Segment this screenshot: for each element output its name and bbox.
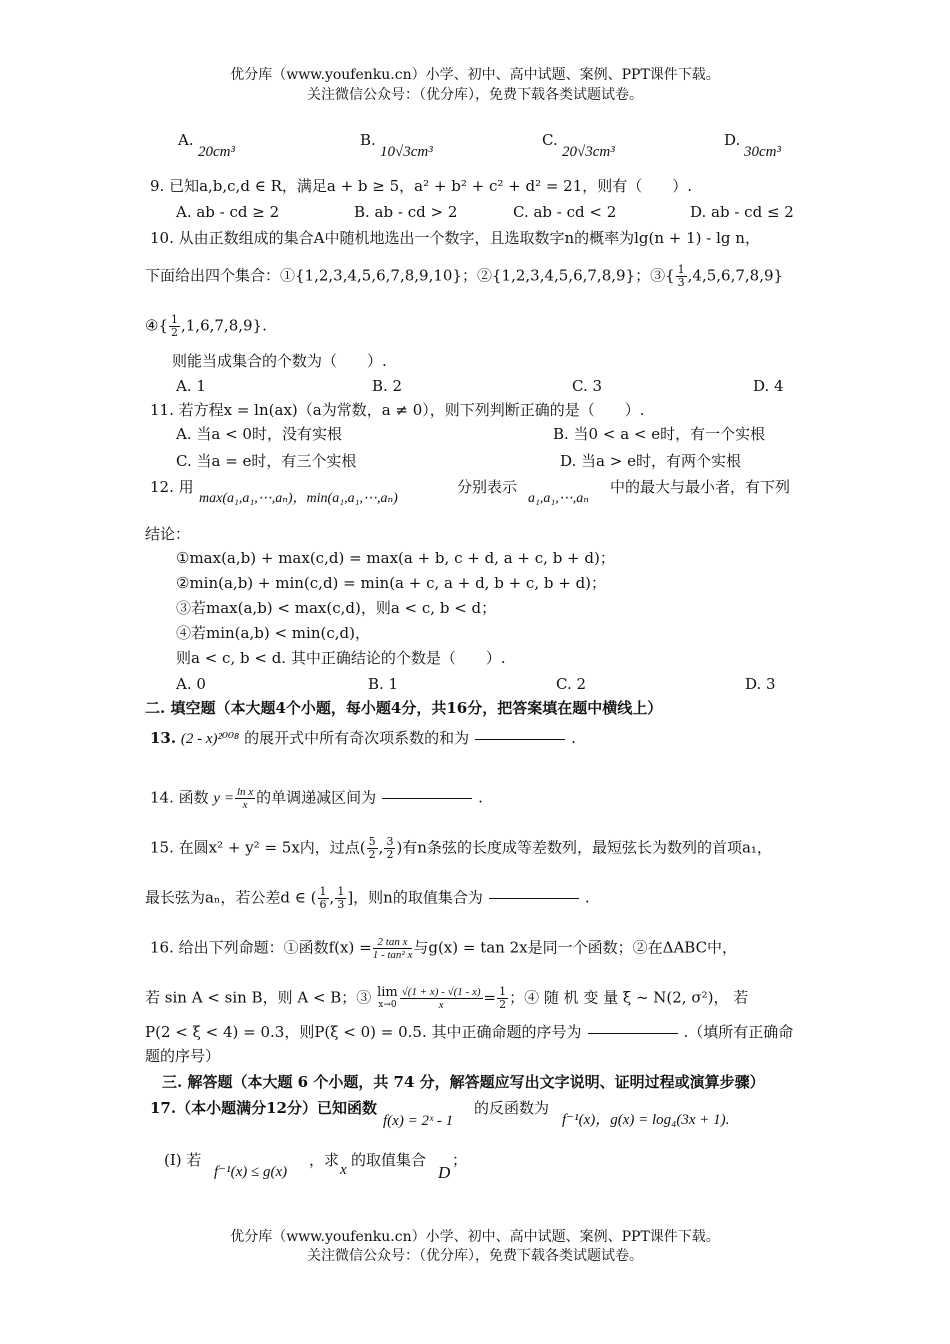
q8-option-a-value: 20cm³	[198, 144, 235, 160]
q16-line-2: 若 sin A < sin B，则 A < B；③ lim x→0 $\frac{√(1 + x) - √(1 - x)}{x}$ = $\frac{1}{2}$ ；④ 随 机 变 量 ξ ~ N(2, σ²)， 若	[145, 984, 749, 1011]
q12-option-d: D. 3	[745, 675, 776, 693]
q8-option-b-label: B.	[360, 131, 376, 149]
q17-function: f(x) = 2ˣ - 1	[383, 1113, 454, 1129]
q10-question: 则能当成集合的个数为（ ）.	[172, 352, 387, 370]
q13-answer-blank[interactable]	[475, 739, 565, 740]
header-line-2: 关注微信公众号：（优分库），免费下载各类试题试卷。	[307, 87, 643, 103]
q12-stem-d: a₁,a₁,⋯,aₙ	[528, 491, 589, 506]
q11-option-d: D. 当a > e时，有两个实根	[560, 452, 741, 470]
q9-option-c: C. ab - cd < 2	[513, 203, 617, 221]
q15-answer-blank[interactable]	[489, 898, 579, 899]
q15-line-2: 最长弦为aₙ，若公差d ∈ ( $\frac{1}{6}$ , $\frac{1}{3}$ ]，则n的取值集合为 .	[145, 885, 590, 911]
q11-option-b: B. 当0 < a < e时，有一个实根	[553, 425, 766, 443]
q14-answer-blank[interactable]	[382, 798, 472, 799]
q17-part-1-end: ；	[452, 1151, 468, 1169]
q10-sets-line	[145, 264, 783, 289]
q14-fraction: $\frac{\text{ln x}}{x}$	[236, 786, 254, 811]
q12-stem-a: 12. 用	[150, 478, 194, 496]
q10-option-c: C. 3	[572, 377, 603, 395]
q12-conclusion-5: 则a < c, b < d. 其中正确结论的个数是（ ）.	[176, 649, 506, 667]
section-2-title: 二. 填空题（本大题4个小题，每小题4分，共16分，把答案填在题中横线上）	[145, 699, 663, 717]
q11-option-c: C. 当a = e时，有三个实根	[176, 452, 357, 470]
q16-line-3: P(2 < ξ < 4) = 0.3，则P(ξ < 0) = 0.5. 其中正确命题的序号为 .（填所有正确命	[145, 1023, 794, 1041]
q9-option-a: A. ab - cd ≥ 2	[176, 203, 280, 221]
q12-option-a: A. 0	[176, 675, 206, 693]
q9-option-b: B. ab - cd > 2	[354, 203, 458, 221]
q8-option-d-value: 30cm³	[744, 144, 781, 160]
q13-expression: (2 - x)²⁰⁰⁸	[180, 731, 240, 747]
q10-sets-text: 下面给出四个集合：①{1,2,3,4,5,6,7,8,9,10}；②{1,2,3,4,5,6,7,8,9}；③{	[145, 266, 675, 285]
q10-option-a: A. 1	[176, 377, 206, 395]
q17-part-1-x: x	[340, 1162, 347, 1178]
q10-set-4: ④{ $\frac{1}{2}$ ,1,6,7,8,9}.	[145, 313, 267, 339]
q17-inverse-and-g: f⁻¹(x)，g(x) = log₄(3x + 1).	[562, 1112, 730, 1128]
q15-line-1: 15. 在圆x² + y² = 5x内，过点( $\frac{5}{2}$ , $\frac{3}{2}$ )有n条弦的长度成等差数列，最短弦长为数列的首项a₁，	[150, 835, 772, 861]
section-3-title: 三. 解答题（本大题 6 个小题，共 74 分，解答题应写出文字说明、证明过程或演算步骤）	[162, 1073, 765, 1091]
q17-part-1-text: ，求	[309, 1151, 340, 1169]
q12-conclusion-4: ④若min(a,b) < min(c,d)，	[176, 624, 370, 642]
q12-option-b: B. 1	[368, 675, 399, 693]
footer-line-2: 关注微信公众号：（优分库），免费下载各类试题试卷。	[307, 1248, 643, 1264]
q14-line: 14. 函数 y = $\frac{\text{ln x}}{x}$ 的单调递减区间为 .	[150, 786, 483, 811]
q12-stem-c: 分别表示	[457, 478, 518, 496]
q10-fraction-half: $\frac{1}{2}$	[171, 313, 178, 339]
q16-line-4: 题的序号）	[145, 1047, 221, 1065]
q17-part-1-inequality: f⁻¹(x) ≤ g(x)	[214, 1164, 288, 1180]
q10-option-b: B. 2	[372, 377, 403, 395]
q12-conclusion-3: ③若max(a,b) < max(c,d)，则a < c, b < d；	[176, 599, 497, 617]
q10-fraction-third: $\frac{1}{3}$	[677, 263, 685, 289]
q9-stem: 9. 已知a,b,c,d ∈ R，满足a + b ≥ 5，a² + b² + c² + d² = 21，则有（ ）.	[150, 177, 693, 195]
q17-part-1: (I) 若	[164, 1151, 202, 1169]
q8-option-d-label: D.	[724, 131, 741, 149]
q10-sets-tail: ,4,5,6,7,8,9}	[687, 266, 784, 285]
q17-part-1-text-2: 的取值集合	[351, 1151, 427, 1169]
q17-intro: 17.（本小题满分12分）已知函数	[150, 1099, 377, 1117]
q8-option-c-value: 20√3cm³	[562, 144, 615, 160]
q17-inverse-label: 的反函数为	[474, 1099, 550, 1117]
q12-conclusion-2: ②min(a,b) + min(c,d) = min(a + c, a + d, b + c, b + d)；	[176, 574, 607, 592]
q11-stem: 11. 若方程x = ln(ax)（a为常数，a ≠ 0），则下列判断正确的是（ ）.	[150, 401, 645, 419]
q10-option-d: D. 4	[753, 377, 784, 395]
q12-conclusion-1: ①max(a,b) + max(c,d) = max(a + b, c + d, a + c, b + d)；	[176, 549, 615, 567]
footer-line-1: 优分库（www.youfenku.cn）小学、初中、高中试题、案例、PPT课件下载。	[230, 1229, 720, 1245]
q8-option-a-label: A.	[178, 131, 194, 149]
q9-option-d: D. ab - cd ≤ 2	[690, 203, 794, 221]
q8-option-c-label: C.	[542, 131, 558, 149]
q17-part-1-set-d: D	[438, 1163, 451, 1182]
q12-conclusions-label: 结论：	[145, 525, 191, 543]
q10-stem: 10. 从由正数组成的集合A中随机地选出一个数字，且选取数字n的概率为lg(n + 1) - lg n，	[150, 229, 760, 247]
q11-option-a: A. 当a < 0时，没有实根	[176, 425, 342, 443]
q13-line: 13. (2 - x)²⁰⁰⁸ 的展开式中所有奇次项系数的和为 .	[150, 729, 576, 747]
header-line-1: 优分库（www.youfenku.cn）小学、初中、高中试题、案例、PPT课件下载。	[230, 67, 720, 83]
q8-option-b-value: 10√3cm³	[380, 144, 433, 160]
q16-answer-blank[interactable]	[588, 1033, 678, 1034]
q12-stem-e: 中的最大与最小者，有下列	[610, 478, 791, 496]
q16-line-1: 16. 给出下列命题：①函数f(x) = $\frac{\text{2 tan x}}{\text{1 - tan² x}}$ 与g(x) = tan 2x是同一个函数；②在ΔABC中，	[150, 936, 738, 961]
q12-stem-b: max(a₁,a₁,⋯,aₙ)，min(a₁,a₁,⋯,aₙ)	[199, 491, 398, 506]
q12-option-c: C. 2	[556, 675, 587, 693]
